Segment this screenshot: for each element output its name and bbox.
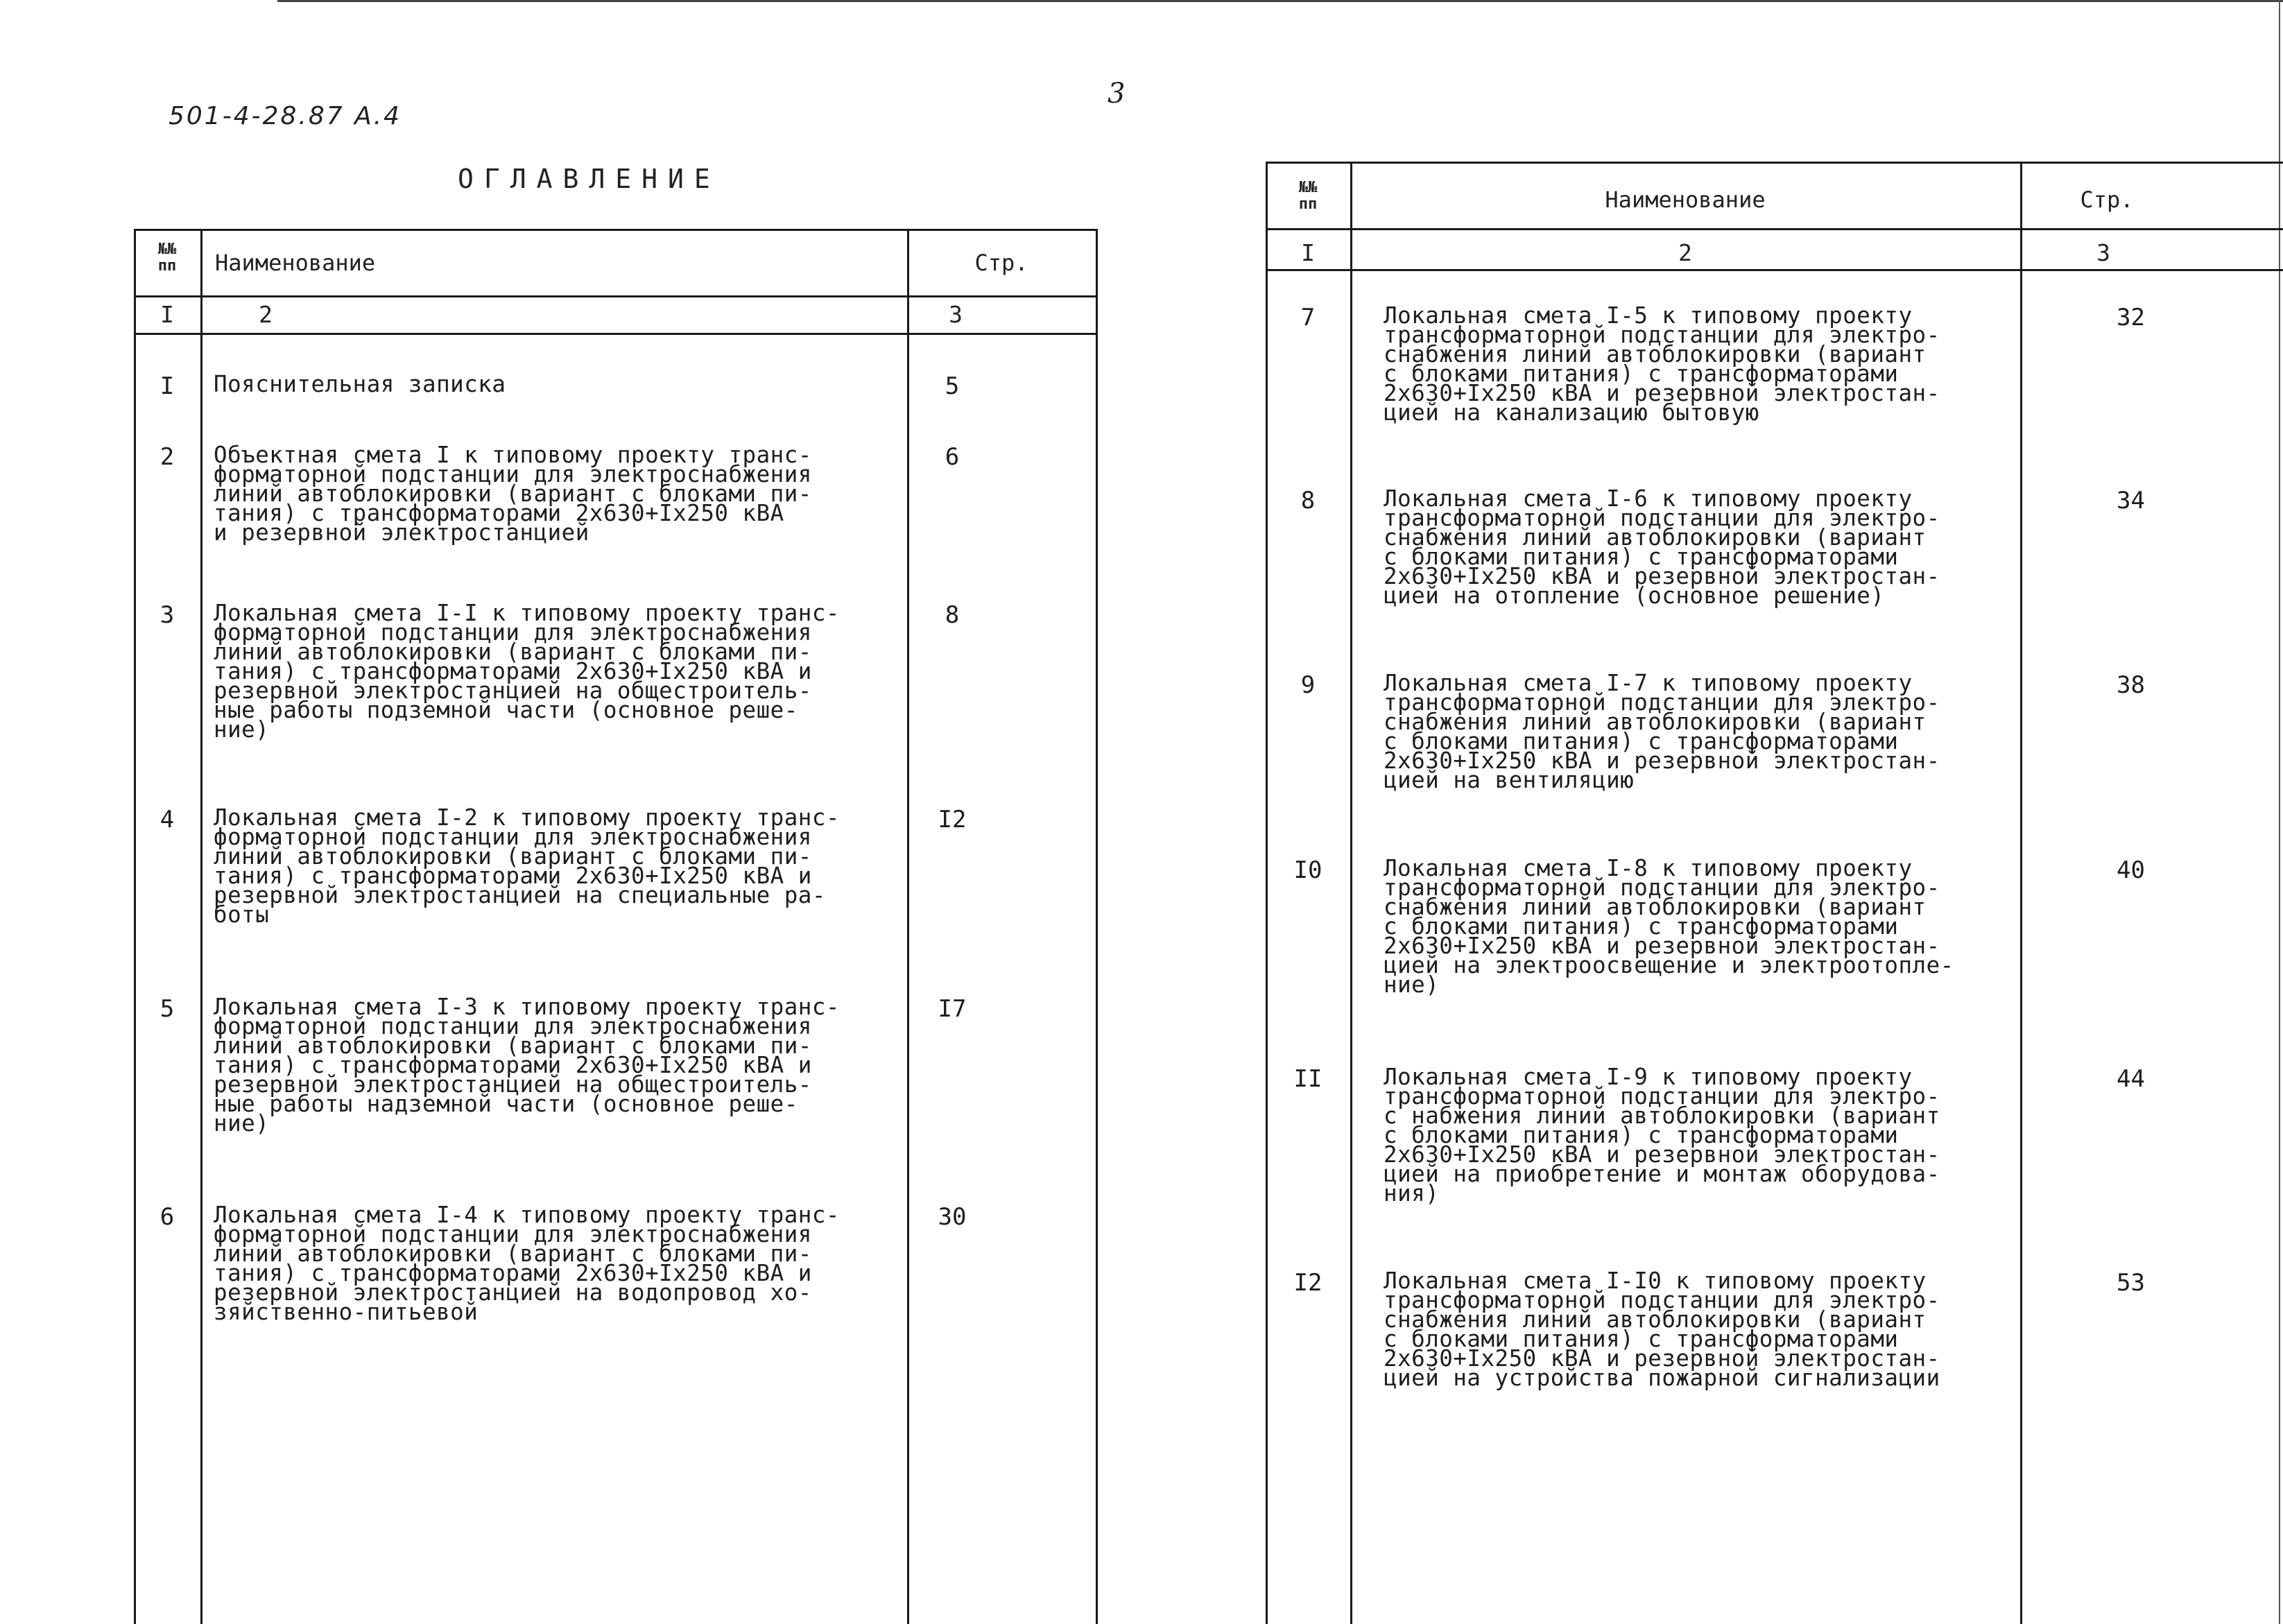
row-number: 9	[1300, 671, 1316, 699]
row-number: 3	[160, 601, 175, 629]
row-number: II	[1293, 1065, 1323, 1093]
row-page: 38	[2117, 671, 2145, 699]
column-number-1: I	[1301, 239, 1315, 266]
document-code: 501-4-28.87 А.4	[169, 102, 402, 130]
row-number: I2	[1293, 1269, 1323, 1297]
row-number: 2	[160, 443, 175, 471]
row-page: 53	[2117, 1269, 2145, 1297]
row-page: 5	[945, 372, 960, 400]
row-title: Локальная смета I-9 к типовому проекту трансформаторной подстанции для электро- с набжения линий автоблокировки (вариант с блоками питания) с трансформаторами 2х630+Iх250 кВА и резервной электростан- цией на приобретение и монтаж оборудова- ния)	[1384, 1064, 1940, 1207]
row-title: Локальная смета I-7 к типовому проекту трансформаторной подстанции для электро- снабжения линий автоблокировки (вариант с блоками питания) с трансформаторами 2х630+Iх250 кВА и резервной электростан- цией на вентиляцию	[1384, 670, 1940, 793]
row-page: I2	[938, 806, 967, 833]
row-number: I	[160, 372, 175, 400]
row-page: 34	[2117, 487, 2145, 515]
column-header-name: Наименование	[1605, 187, 1766, 213]
column-header-name: Наименование	[215, 250, 376, 276]
column-number-1: I	[160, 301, 174, 328]
row-page: 44	[2117, 1065, 2145, 1093]
row-title: Локальная смета I-5 к типовому проекту трансформаторной подстанции для электро- снабжения линий автоблокировки (вариант с блоками питания) с трансформаторами 2х630+Iх250 кВА и резервной электростан- цией на канализацию бытовую	[1384, 302, 1940, 426]
column-number-2: 2	[1678, 239, 1692, 266]
row-title: Локальная смета I-4 к типовому проекту транс- форматорной подстанции для электроснабжения линий автоблокировки (вариант с блоками пи- тания) с трансформаторами 2х630+Iх250 кВА и резервной электростанцией на водопровод хо- зяйственно-питьевой	[214, 1202, 840, 1325]
row-number: 8	[1300, 487, 1316, 515]
row-title: Локальная смета I-8 к типовому проекту трансформаторной подстанции для электро- снабжения линий автоблокировки (вариант с блоками питания) с трансформаторами 2х630+Iх250 кВА и резервной электростан- цией на электроосвещение и электроотопле- ние)	[1384, 855, 1954, 998]
row-page: I7	[938, 995, 967, 1023]
row-title: Локальная смета I-I0 к типовому проекту трансформаторной подстанции для электро- снабжения линий автоблокировки (вариант с блоками питания) с трансформаторами 2х630+Iх250 кВА и резервной электростан- цией на устройства пожарной сигнализации	[1384, 1268, 1940, 1391]
page-number: 3	[1108, 78, 1126, 110]
row-title: Локальная смета I-6 к типовому проекту трансформаторной подстанции для электро- снабжения линий автоблокировки (вариант с блоками питания) с трансформаторами 2х630+Iх250 кВА и резервной электростан- цией на отопление (основное решение)	[1384, 485, 1940, 609]
column-number-3: 3	[2096, 239, 2110, 266]
row-page: 8	[945, 601, 960, 629]
toc-table-right	[1266, 162, 2283, 1624]
row-title: Пояснительная записка	[214, 371, 506, 397]
column-number-2: 2	[259, 301, 273, 328]
row-page: 32	[2117, 304, 2145, 331]
table-of-contents-title: ОГЛАВЛЕНИЕ	[458, 164, 721, 194]
row-title: Локальная смета I-3 к типовому проекту транс- форматорной подстанции для электроснабжения линий автоблокировки (вариант с блоками пи- тания) с трансформаторами 2х630+Iх250 кВА и резервной электростанцией на общестроитель- ные работы надземной части (основное реше- ние)	[214, 994, 840, 1137]
row-number: 5	[160, 995, 175, 1023]
row-title: Локальная смета I-2 к типовому проекту транс- форматорной подстанции для электроснабжения линий автоблокировки (вариант с блоками пи- тания) с трансформаторами 2х630+Iх250 кВА и резервной электростанцией на специальные ра- боты	[214, 804, 840, 928]
row-page: 6	[945, 443, 960, 471]
row-title: Локальная смета I-I к типовому проекту транс- форматорной подстанции для электроснабжения линий автоблокировки (вариант с блоками пи- тания) с трансформаторами 2х630+Iх250 кВА и резервной электростанцией на общестроитель- ные работы подземной части (основное реше- ние)	[214, 600, 840, 743]
toc-table-left	[134, 229, 1098, 1624]
row-page: 40	[2117, 856, 2145, 884]
column-number-3: 3	[949, 301, 963, 328]
column-header-number: №№ пп	[157, 241, 177, 275]
row-number: 7	[1300, 304, 1316, 331]
column-header-page: Стр.	[974, 250, 1028, 276]
row-number: 4	[160, 806, 175, 833]
row-title: Объектная смета I к типовому проекту транс- форматорной подстанции для электроснабжения линий автоблокировки (вариант с блоками пи- тания) с трансформаторами 2х630+Iх250 кВА и резервной электростанцией	[214, 442, 812, 546]
column-header-number: №№ пп	[1298, 179, 1318, 213]
row-page: 30	[938, 1203, 967, 1231]
column-header-page: Стр.	[2080, 187, 2134, 213]
row-number: I0	[1293, 856, 1323, 884]
scan-top-edge	[277, 0, 2283, 2]
row-number: 6	[160, 1203, 175, 1231]
